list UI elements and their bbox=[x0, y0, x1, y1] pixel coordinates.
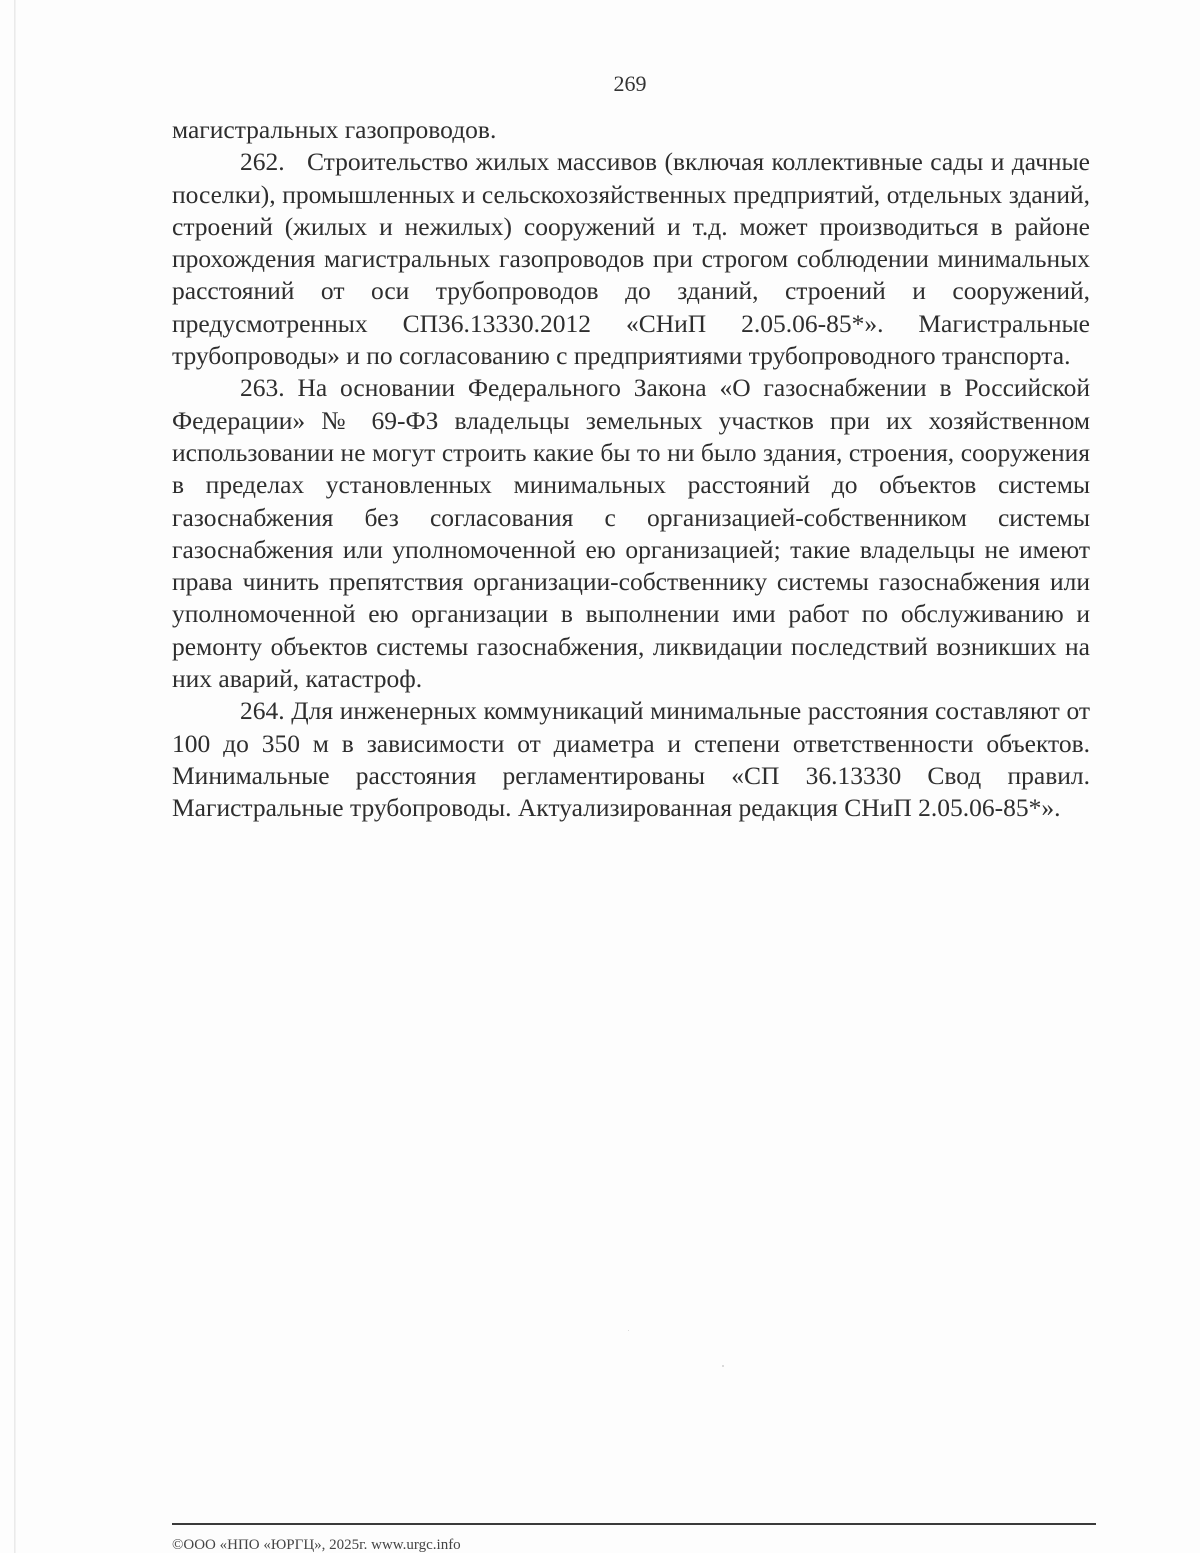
paragraph-number: 264. bbox=[240, 696, 285, 726]
page-number: 269 bbox=[613, 71, 647, 96]
scan-speck bbox=[722, 1365, 724, 1367]
paragraph-text: На основании Федерального Закона «О газоснабжении в Российской Федерации» № 69-ФЗ владельцы земельных участков при их хозяйственном использовании не могут строить какие бы то ни было здания, строения, сооружения в пределах установленных минимальных расстояний до объектов системы газоснабжения без согласования с организацией-собственником системы газоснабжения или уполномоченной ею организацией; такие владельцы не имеют права чинить препятствия организации-собственнику системы газоснабжения или уполномоченной ею организации в выполнении ими работ по обслуживанию и ремонту объектов системы газоснабжения, ликвидации последствий возникших на них аварий, катастроф. bbox=[172, 373, 1091, 694]
footer-rule bbox=[172, 1523, 1096, 1525]
paragraph-number: 263. bbox=[240, 373, 285, 403]
paragraph-263 bbox=[172, 372, 1090, 695]
paragraph-262 bbox=[172, 146, 1090, 372]
paragraph-264 bbox=[172, 695, 1090, 824]
scan-speck bbox=[628, 1330, 629, 1331]
document-body bbox=[172, 114, 1090, 825]
continuation-line: магистральных газопроводов. bbox=[172, 115, 497, 144]
footer-copyright: ©ООО «НПО «ЮРГЦ», 2025г. www.urgc.info bbox=[172, 1537, 461, 1553]
paragraph-text: Строительство жилых массивов (включая коллективные сады и дачные поселки), промышленных и сельскохозяйственных предприятий, отдельных зданий, строений (жилых и нежилых) сооружений и т.д. может производиться в районе прохождения магистральных газопроводов при строгом соблюдении минимальных расстояний от оси трубопроводов до зданий, строений и сооружений, предусмотренных СП36.13330.2012 «СНиП 2.05.06-85*». Магистральные трубопроводы» и по согласованию с предприятиями трубопроводного транспорта. bbox=[172, 147, 1090, 371]
paragraph-number: 262. bbox=[240, 147, 285, 177]
scan-edge-shadow bbox=[14, 0, 16, 1553]
paragraph-text: Для инженерных коммуникаций минимальные расстояния составляют от 100 до 350 м в зависимости от диаметра и степени ответственности объектов. Минимальные расстояния регламентированы «СП 36.13330 Свод правил. Магистральные трубопроводы. Актуализированная редакция СНиП 2.05.06-85*». bbox=[172, 696, 1091, 823]
